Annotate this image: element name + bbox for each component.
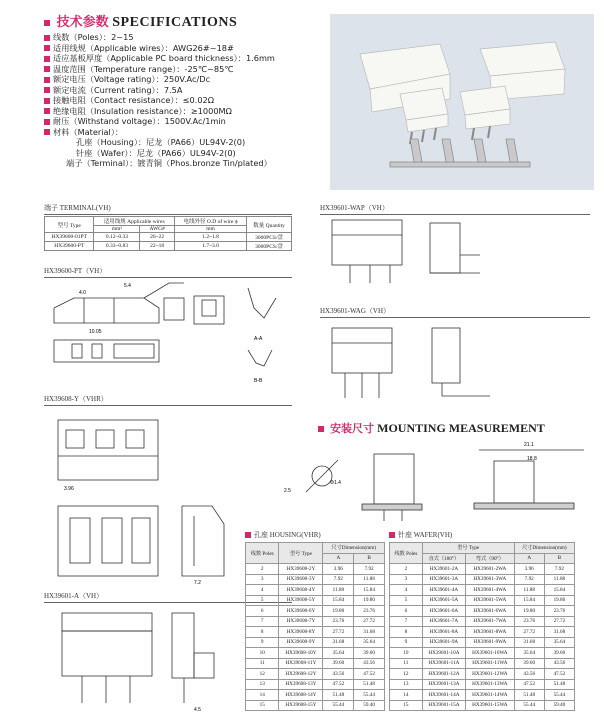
table-cell: 2: [390, 564, 423, 575]
dim-label: Φ1.4: [330, 480, 341, 486]
wap-label: HX39601-WAP（VH）: [320, 203, 590, 215]
header-dimension: 尺寸Dimension(mm): [323, 543, 385, 554]
table-row: [246, 585, 385, 596]
table-cell: 35.64: [514, 648, 544, 659]
spec-item: 温度范围（Temperature range）：-25℃~85℃: [44, 64, 275, 75]
header-straight: 直式（180°）: [422, 553, 465, 564]
material-item: 孔座（Housing）：尼龙（PA66）UL94V-2(0): [76, 137, 246, 147]
section-label: B-B: [254, 378, 263, 384]
table-cell: 51.48: [323, 690, 354, 701]
table-cell: 15.84: [544, 585, 574, 596]
table-cell: 2: [246, 564, 279, 575]
table-cell: HX39601-14WA: [465, 690, 514, 701]
table-row: [246, 690, 385, 701]
header-type: 型号 Type: [279, 543, 323, 564]
dim-label: 2.5: [284, 488, 291, 494]
table-cell: 43.56: [354, 658, 385, 669]
table-cell: 15: [246, 700, 279, 711]
table-row: [246, 595, 385, 606]
spec-title-en: SPECIFICATIONS: [112, 15, 238, 30]
table-cell: 5: [246, 595, 279, 606]
table-cell: 3.96: [514, 564, 544, 575]
wafer-wap-drawing: [320, 215, 595, 295]
mounting-drawing: [244, 436, 599, 528]
bullet-icon: [44, 87, 50, 93]
dim-label: 3.96: [64, 486, 74, 492]
table-row: [246, 679, 385, 690]
header-poles: 线数 Poles: [246, 543, 279, 564]
table-cell: 23.76: [354, 606, 385, 617]
table-cell: 31.68: [323, 637, 354, 648]
table-cell: 39.60: [514, 658, 544, 669]
table-row: [246, 606, 385, 617]
table-cell: HX39601-8WA: [465, 627, 514, 638]
table-cell: HX39601-4WA: [465, 585, 514, 596]
table-cell: 4: [390, 585, 423, 596]
header-dimension: 尺寸Dimension(mm): [514, 543, 574, 554]
table-cell: HX39601-2WA: [465, 564, 514, 575]
table-cell: 55.44: [354, 690, 385, 701]
section-label: A-A: [254, 336, 263, 342]
spec-item: 适用线规（Applicable wires）：AWG26#~18#: [44, 43, 275, 54]
table-cell: 9: [390, 637, 423, 648]
bullet-icon: [245, 532, 251, 538]
table-row: [390, 595, 575, 606]
table-cell: 27.72: [544, 616, 574, 627]
header-b: B: [354, 553, 385, 564]
bullet-icon: [44, 66, 50, 72]
table-cell: HX39608-5Y: [279, 595, 323, 606]
header-type: 型号 Type: [45, 217, 94, 233]
table-cell: HX39601-2A: [422, 564, 465, 575]
header-poles: 线数 Poles: [390, 543, 423, 564]
table-row: HX39600-01PT 0.12~0.33 26~22 1.2~1.8 3000PCS/盘: [45, 233, 292, 242]
table-cell: HX39601-9WA: [465, 637, 514, 648]
bullet-icon: [44, 98, 50, 104]
table-cell: HX39608-7Y: [279, 616, 323, 627]
material-item: 端子（Terminal）：镀青铜（Phos.bronze Tin/plated）: [66, 158, 272, 168]
table-cell: 10: [390, 648, 423, 659]
table-cell: HX39608-13Y: [279, 679, 323, 690]
subheader: mm²: [94, 226, 140, 233]
dim-label: 7.2: [194, 580, 201, 586]
table-row: [390, 690, 575, 701]
table-cell: 15.84: [323, 595, 354, 606]
table-cell: 43.56: [544, 658, 574, 669]
table-cell: 23.76: [514, 616, 544, 627]
spec-item: 线数（Poles）：2~15: [44, 32, 275, 43]
mounting-title-en: MOUNTING MEASUREMENT: [377, 421, 545, 435]
table-cell: HX39601-11WA: [465, 658, 514, 669]
table-cell: 11.88: [544, 574, 574, 585]
header-a: A: [323, 553, 354, 564]
table-cell: 55.44: [323, 700, 354, 711]
table-cell: 7.92: [544, 564, 574, 575]
table-cell: HX39608-15Y: [279, 700, 323, 711]
spec-item: 绝缘电阻（Insulation resistance）：≥1000MΩ: [44, 106, 275, 117]
product-photo: [330, 14, 594, 190]
table-cell: HX39601-14A: [422, 690, 465, 701]
table-cell: 8: [246, 627, 279, 638]
table-cell: HX39601-6WA: [465, 606, 514, 617]
table-cell: 47.52: [514, 679, 544, 690]
table-cell: HX39608-14Y: [279, 690, 323, 701]
bullet-icon: [44, 56, 50, 62]
table-cell: 51.48: [354, 679, 385, 690]
header-od: 电线外径 O.D of wire ϕ: [174, 217, 246, 226]
table-cell: 7.92: [514, 574, 544, 585]
table-cell: 35.64: [544, 637, 574, 648]
table-cell: 43.56: [514, 669, 544, 680]
spec-item: 耐压（Withstand voltage）：1500V.Ac/1min: [44, 116, 275, 127]
table-row: [246, 616, 385, 627]
table-cell: 4: [246, 585, 279, 596]
table-row: [246, 658, 385, 669]
table-row: [390, 637, 575, 648]
bullet-icon: [44, 20, 50, 26]
table-cell: HX39601-12A: [422, 669, 465, 680]
table-cell: 19.80: [514, 606, 544, 617]
table-cell: 15.84: [354, 585, 385, 596]
table-cell: 47.52: [323, 679, 354, 690]
header-a: A: [514, 553, 544, 564]
table-row: [246, 637, 385, 648]
table-cell: 55.44: [514, 700, 544, 711]
wafer-table-title: 针座 WAFER(VH): [389, 530, 452, 540]
wag-label: HX39601-WAG（VH）: [320, 306, 590, 318]
spec-item: 额定电压（Voltage rating）：250V.Ac/Dc: [44, 74, 275, 85]
table-cell: 35.64: [323, 648, 354, 659]
header-angled: 弯式（90°）: [465, 553, 514, 564]
table-cell: HX39601-7A: [422, 616, 465, 627]
terminal-table: [44, 216, 292, 251]
table-row: [246, 700, 385, 711]
dim-label: 4.0: [79, 290, 86, 296]
table-cell: 3.96: [323, 564, 354, 575]
table-cell: HX39601-11A: [422, 658, 465, 669]
bullet-icon: [44, 108, 50, 114]
dim-label: 5.4: [124, 283, 131, 289]
table-cell: 19.80: [323, 606, 354, 617]
table-cell: HX39608-6Y: [279, 606, 323, 617]
dim-label: 21.1: [524, 442, 534, 448]
table-cell: 27.72: [514, 627, 544, 638]
header-type: 型号 Type: [422, 543, 514, 554]
table-cell: 59.40: [544, 700, 574, 711]
table-cell: 11.88: [354, 574, 385, 585]
dim-label: 18.8: [527, 456, 537, 462]
table-cell: 59.40: [354, 700, 385, 711]
subheader: mm: [174, 226, 246, 233]
table-cell: 7: [390, 616, 423, 627]
table-row: [390, 564, 575, 575]
table-row: [390, 679, 575, 690]
table-cell: 31.68: [544, 627, 574, 638]
table-cell: 23.76: [323, 616, 354, 627]
table-cell: 43.56: [323, 669, 354, 680]
table-cell: HX39601-13A: [422, 679, 465, 690]
table-cell: 51.48: [544, 679, 574, 690]
header-wires: 适用线规 Applicable wires: [94, 217, 174, 226]
pt-label: HX39600-PT（VH）: [44, 266, 292, 278]
table-row: [390, 585, 575, 596]
mounting-title-cn: 安装尺寸: [330, 422, 375, 435]
table-cell: HX39601-5A: [422, 595, 465, 606]
table-cell: 31.68: [354, 627, 385, 638]
table-row: [390, 606, 575, 617]
table-cell: HX39601-10A: [422, 648, 465, 659]
table-cell: 55.44: [544, 690, 574, 701]
table-cell: HX39608-8Y: [279, 627, 323, 638]
table-cell: HX39601-8A: [422, 627, 465, 638]
table-cell: 15: [390, 700, 423, 711]
bullet-icon: [44, 45, 50, 51]
table-cell: 6: [390, 606, 423, 617]
table-row: [246, 669, 385, 680]
table-cell: HX39608-12Y: [279, 669, 323, 680]
table-row: [390, 669, 575, 680]
table-cell: 19.80: [544, 595, 574, 606]
table-cell: 6: [246, 606, 279, 617]
table-cell: 13: [246, 679, 279, 690]
table-cell: 11: [390, 658, 423, 669]
table-row: [246, 564, 385, 575]
wafer-table: [389, 542, 575, 711]
dim-label: 4.5: [194, 707, 201, 713]
table-cell: 51.48: [514, 690, 544, 701]
table-cell: HX39608-11Y: [279, 658, 323, 669]
table-cell: HX39601-3WA: [465, 574, 514, 585]
table-cell: 8: [390, 627, 423, 638]
table-row: [390, 700, 575, 711]
material-item: 针座（Wafer）：尼龙（PA66）UL94V-2(0): [76, 147, 236, 158]
table-cell: HX39601-10WA: [465, 648, 514, 659]
table-cell: 7.92: [354, 564, 385, 575]
bullet-icon: [44, 35, 50, 41]
table-cell: 3: [390, 574, 423, 585]
spec-item: 接触电阻（Contact resistance）：≤0.02Ω: [44, 95, 275, 106]
table-row: [246, 574, 385, 585]
table-cell: 39.60: [354, 648, 385, 659]
table-cell: HX39601-9A: [422, 637, 465, 648]
mounting-title: [318, 420, 545, 436]
bullet-icon: [44, 129, 50, 135]
table-cell: HX39608-10Y: [279, 648, 323, 659]
table-cell: 11.88: [323, 585, 354, 596]
table-cell: 39.60: [323, 658, 354, 669]
terminal-title: 端子 TERMINAL(VH): [44, 203, 292, 215]
bullet-icon: [389, 532, 395, 538]
y-label: HX39608-Y（VHR）: [44, 394, 292, 406]
table-row: [390, 627, 575, 638]
spec-item: 适应基板厚度（Applicable PC board thickness）：1.6mm: [44, 53, 275, 64]
table-cell: 3: [246, 574, 279, 585]
table-cell: 47.52: [354, 669, 385, 680]
table-row: [390, 574, 575, 585]
table-cell: 47.52: [544, 669, 574, 680]
table-cell: HX39601-7WA: [465, 616, 514, 627]
table-row: [390, 658, 575, 669]
bullet-icon: [318, 426, 324, 432]
spec-title: [44, 11, 237, 31]
table-cell: 15.84: [514, 595, 544, 606]
table-cell: 13: [390, 679, 423, 690]
table-cell: 12: [246, 669, 279, 680]
table-row: [246, 627, 385, 638]
table-cell: 39.60: [544, 648, 574, 659]
table-cell: HX39601-6A: [422, 606, 465, 617]
table-cell: 9: [246, 637, 279, 648]
table-cell: 14: [246, 690, 279, 701]
table-cell: HX39601-13WA: [465, 679, 514, 690]
table-cell: 11.88: [514, 585, 544, 596]
spec-list: [44, 32, 275, 169]
dim-label: 10.05: [89, 329, 102, 335]
table-row: [390, 648, 575, 659]
table-cell: 14: [390, 690, 423, 701]
table-cell: 23.76: [544, 606, 574, 617]
spec-item: 额定电流（Current rating）：7.5A: [44, 85, 275, 96]
table-row: HX39600-PT 0.33~0.83 22~18 1.7~3.0 3000PCS/盘: [45, 242, 292, 251]
table-cell: HX39601-12WA: [465, 669, 514, 680]
bullet-icon: [44, 77, 50, 83]
table-cell: 5: [390, 595, 423, 606]
table-cell: 27.72: [323, 627, 354, 638]
housing-table-title: 孔座 HOUSING(VHR): [245, 530, 321, 540]
table-row: [246, 648, 385, 659]
connector-photo-image: [330, 14, 594, 190]
header-b: B: [544, 553, 574, 564]
bullet-icon: [44, 119, 50, 125]
spec-item: 材料（Material）：: [44, 127, 275, 138]
table-cell: HX39601-5WA: [465, 595, 514, 606]
table-cell: 7.92: [323, 574, 354, 585]
table-cell: 7: [246, 616, 279, 627]
table-cell: HX39601-3A: [422, 574, 465, 585]
terminal-drawing: [44, 278, 294, 390]
table-cell: HX39601-15WA: [465, 700, 514, 711]
spec-title-cn: 技术参数: [56, 15, 109, 30]
table-cell: HX39608-2Y: [279, 564, 323, 575]
header-qty: 数量 Quantity: [247, 217, 292, 233]
a-label: HX39601-A（VH）: [44, 591, 292, 603]
table-cell: 27.72: [354, 616, 385, 627]
table-cell: HX39608-4Y: [279, 585, 323, 596]
table-cell: 10: [246, 648, 279, 659]
wafer-wag-drawing: [320, 318, 595, 410]
table-cell: HX39608-3Y: [279, 574, 323, 585]
table-cell: 31.68: [514, 637, 544, 648]
table-cell: HX39601-4A: [422, 585, 465, 596]
table-cell: HX39608-9Y: [279, 637, 323, 648]
table-cell: HX39601-15A: [422, 700, 465, 711]
table-row: [390, 616, 575, 627]
subheader: AWG#: [140, 226, 175, 233]
table-cell: 19.80: [354, 595, 385, 606]
table-cell: 35.64: [354, 637, 385, 648]
table-cell: 11: [246, 658, 279, 669]
table-cell: 12: [390, 669, 423, 680]
housing-table: [245, 542, 385, 711]
